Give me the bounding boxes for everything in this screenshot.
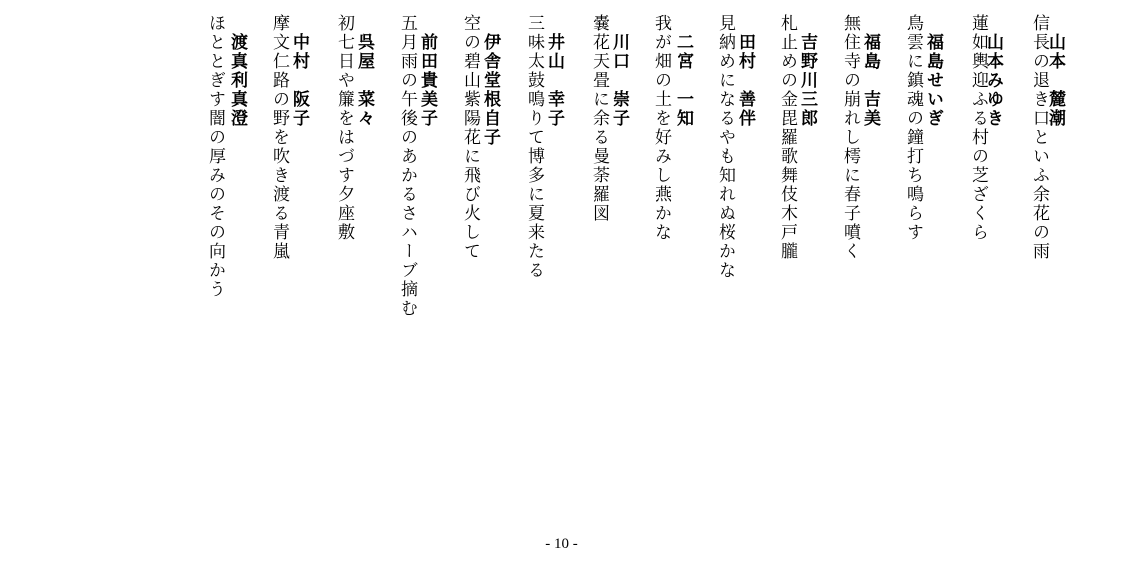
haiku-text: 見納めになるやも知れぬ桜かな — [715, 14, 735, 280]
author-name: 渡真利真澄 — [227, 33, 247, 128]
haiku-text: 初七日や簾をはづす夕座敷 — [334, 14, 354, 242]
author-name: 井山 幸子 — [544, 33, 564, 128]
haiku-text: 我が畑の土を好みし燕かな — [651, 14, 671, 242]
page-number: - 10 - — [545, 536, 578, 552]
haiku-text: 信長の退き口といふ余花の雨 — [1029, 14, 1049, 261]
author-name: 吉野川三郎 — [797, 33, 817, 128]
haiku-text: 五月雨の午後のあかるさハーブ摘む — [397, 14, 417, 318]
haiku-text: 摩文仁路の野を吹き渡る青嵐 — [269, 14, 289, 261]
author-name: 前田貴美子 — [417, 33, 437, 128]
haiku-text: 空の碧山紫陽花に飛び火して — [460, 14, 480, 261]
author-name: 山本みゆき — [983, 33, 1003, 128]
author-name: 福島 吉美 — [860, 33, 880, 128]
author-name: 福島せいぎ — [923, 33, 943, 128]
author-name: 田村 善伴 — [735, 33, 755, 128]
author-name: 山本 麓潮 — [1045, 33, 1065, 128]
author-name: 呉屋 菜々 — [354, 33, 374, 128]
haiku-text: 鳥雲に鎮魂の鐘打ち鳴らす — [903, 14, 923, 242]
author-name: 川口 崇子 — [609, 33, 629, 128]
author-name: 伊舎堂根自子 — [480, 33, 500, 147]
haiku-text: 蓮如輿迎ふる村の芝ざくら — [968, 14, 988, 242]
haiku-text: 無住寺の崩れし樗に春子噴く — [840, 14, 860, 261]
haiku-text: 三味太鼓鳴りて博多に夏来たる — [524, 14, 544, 280]
haiku-text: ほととぎす闇の厚みのその向かう — [205, 14, 225, 299]
author-name: 二宮 一知 — [673, 33, 693, 128]
haiku-text: 嚢花天畳に余る曼荼羅図 — [589, 14, 609, 223]
author-name: 中村 阪子 — [289, 33, 309, 128]
haiku-text: 札止めの金毘羅歌舞伎木戸朧 — [777, 14, 797, 261]
